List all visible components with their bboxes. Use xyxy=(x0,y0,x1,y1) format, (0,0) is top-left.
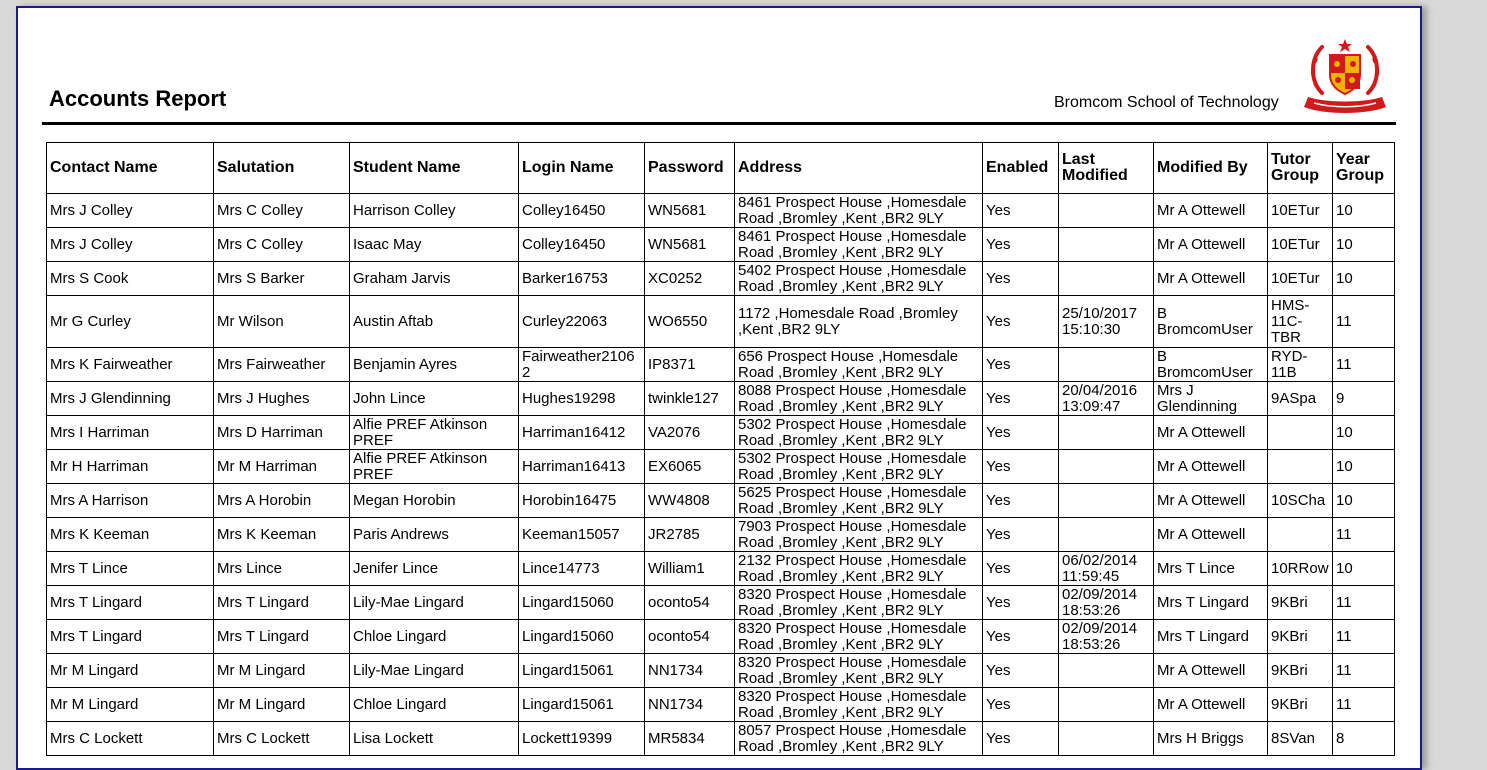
cell-tutor-group: 9KBri xyxy=(1268,688,1333,722)
cell-login-name: Lingard15060 xyxy=(519,620,645,654)
table-row xyxy=(47,194,1395,228)
cell-last-modified xyxy=(1059,722,1154,756)
cell-student-name: Austin Aftab xyxy=(350,296,519,348)
cell-last-modified xyxy=(1059,194,1154,228)
cell-contact-name: Mrs A Harrison xyxy=(47,484,214,518)
cell-salutation: Mrs T Lingard xyxy=(214,586,350,620)
cell-last-modified xyxy=(1059,348,1154,382)
cell-contact-name: Mrs J Colley xyxy=(47,228,214,262)
cell-login-name: Fairweather21062 xyxy=(519,348,645,382)
table-row xyxy=(47,348,1395,382)
cell-login-name: Colley16450 xyxy=(519,194,645,228)
cell-password: JR2785 xyxy=(645,518,735,552)
cell-password: XC0252 xyxy=(645,262,735,296)
cell-password: VA2076 xyxy=(645,416,735,450)
column-header-student-name: Student Name xyxy=(350,143,519,194)
table-row xyxy=(47,228,1395,262)
cell-enabled: Yes xyxy=(983,688,1059,722)
cell-address: 2132 Prospect House ,Homesdale Road ,Bromley ,Kent ,BR2 9LY xyxy=(735,552,983,586)
cell-student-name: Jenifer Lince xyxy=(350,552,519,586)
cell-tutor-group: 8SVan xyxy=(1268,722,1333,756)
cell-address: 8320 Prospect House ,Homesdale Road ,Bromley ,Kent ,BR2 9LY xyxy=(735,620,983,654)
cell-enabled: Yes xyxy=(983,518,1059,552)
cell-login-name: Lockett19399 xyxy=(519,722,645,756)
column-header-password: Password xyxy=(645,143,735,194)
cell-modified-by: Mr A Ottewell xyxy=(1154,416,1268,450)
cell-modified-by: Mr A Ottewell xyxy=(1154,688,1268,722)
cell-year-group: 9 xyxy=(1333,382,1395,416)
cell-address: 5302 Prospect House ,Homesdale Road ,Bromley ,Kent ,BR2 9LY xyxy=(735,416,983,450)
cell-student-name: Isaac May xyxy=(350,228,519,262)
cell-modified-by: Mrs H Briggs xyxy=(1154,722,1268,756)
cell-enabled: Yes xyxy=(983,382,1059,416)
cell-salutation: Mr M Lingard xyxy=(214,688,350,722)
cell-year-group: 11 xyxy=(1333,348,1395,382)
cell-contact-name: Mrs T Lingard xyxy=(47,620,214,654)
cell-tutor-group xyxy=(1268,518,1333,552)
cell-login-name: Colley16450 xyxy=(519,228,645,262)
cell-student-name: Megan Horobin xyxy=(350,484,519,518)
column-header-address: Address xyxy=(735,143,983,194)
cell-enabled: Yes xyxy=(983,348,1059,382)
cell-enabled: Yes xyxy=(983,722,1059,756)
cell-address: 5402 Prospect House ,Homesdale Road ,Bromley ,Kent ,BR2 9LY xyxy=(735,262,983,296)
cell-contact-name: Mrs I Harriman xyxy=(47,416,214,450)
cell-student-name: Harrison Colley xyxy=(350,194,519,228)
cell-last-modified: 25/10/2017 15:10:30 xyxy=(1059,296,1154,348)
table-row xyxy=(47,586,1395,620)
cell-last-modified xyxy=(1059,484,1154,518)
cell-salutation: Mrs C Colley xyxy=(214,228,350,262)
cell-salutation: Mr M Harriman xyxy=(214,450,350,484)
table-row xyxy=(47,296,1395,348)
cell-modified-by: Mr A Ottewell xyxy=(1154,518,1268,552)
cell-tutor-group xyxy=(1268,450,1333,484)
cell-contact-name: Mrs T Lince xyxy=(47,552,214,586)
cell-password: IP8371 xyxy=(645,348,735,382)
cell-login-name: Harriman16412 xyxy=(519,416,645,450)
cell-enabled: Yes xyxy=(983,620,1059,654)
cell-modified-by: Mrs T Lince xyxy=(1154,552,1268,586)
column-header-salutation: Salutation xyxy=(214,143,350,194)
cell-contact-name: Mrs C Lockett xyxy=(47,722,214,756)
cell-modified-by: B BromcomUser xyxy=(1154,296,1268,348)
cell-salutation: Mrs Fairweather xyxy=(214,348,350,382)
cell-salutation: Mrs K Keeman xyxy=(214,518,350,552)
cell-student-name: Chloe Lingard xyxy=(350,620,519,654)
cell-last-modified xyxy=(1059,450,1154,484)
cell-address: 7903 Prospect House ,Homesdale Road ,Bromley ,Kent ,BR2 9LY xyxy=(735,518,983,552)
table-row xyxy=(47,382,1395,416)
cell-contact-name: Mr G Curley xyxy=(47,296,214,348)
cell-login-name: Lingard15061 xyxy=(519,654,645,688)
column-header-contact-name: Contact Name xyxy=(47,143,214,194)
cell-student-name: Alfie PREF Atkinson PREF xyxy=(350,416,519,450)
cell-tutor-group: HMS-11C-TBR xyxy=(1268,296,1333,348)
cell-login-name: Lingard15060 xyxy=(519,586,645,620)
cell-enabled: Yes xyxy=(983,586,1059,620)
cell-password: oconto54 xyxy=(645,586,735,620)
cell-tutor-group: 9KBri xyxy=(1268,586,1333,620)
cell-contact-name: Mrs K Fairweather xyxy=(47,348,214,382)
cell-last-modified xyxy=(1059,688,1154,722)
cell-password: EX6065 xyxy=(645,450,735,484)
cell-year-group: 8 xyxy=(1333,722,1395,756)
column-header-modified-by: Modified By xyxy=(1154,143,1268,194)
cell-salutation: Mr M Lingard xyxy=(214,654,350,688)
cell-enabled: Yes xyxy=(983,296,1059,348)
cell-salutation: Mrs D Harriman xyxy=(214,416,350,450)
cell-modified-by: Mr A Ottewell xyxy=(1154,484,1268,518)
table-header-row xyxy=(47,143,1395,194)
cell-modified-by: Mrs T Lingard xyxy=(1154,620,1268,654)
cell-password: WN5681 xyxy=(645,194,735,228)
cell-modified-by: Mr A Ottewell xyxy=(1154,194,1268,228)
table-row xyxy=(47,722,1395,756)
cell-enabled: Yes xyxy=(983,416,1059,450)
table-row xyxy=(47,654,1395,688)
cell-last-modified xyxy=(1059,228,1154,262)
cell-tutor-group: 10ETur xyxy=(1268,194,1333,228)
cell-year-group: 10 xyxy=(1333,450,1395,484)
cell-year-group: 10 xyxy=(1333,484,1395,518)
cell-address: 8088 Prospect House ,Homesdale Road ,Bromley ,Kent ,BR2 9LY xyxy=(735,382,983,416)
cell-modified-by: Mr A Ottewell xyxy=(1154,450,1268,484)
cell-password: NN1734 xyxy=(645,688,735,722)
cell-salutation: Mr Wilson xyxy=(214,296,350,348)
column-header-tutor-group: Tutor Group xyxy=(1268,143,1333,194)
column-header-year-group: Year Group xyxy=(1333,143,1395,194)
cell-last-modified xyxy=(1059,416,1154,450)
cell-year-group: 11 xyxy=(1333,654,1395,688)
cell-enabled: Yes xyxy=(983,654,1059,688)
cell-password: William1 xyxy=(645,552,735,586)
cell-tutor-group: 10ETur xyxy=(1268,228,1333,262)
cell-password: WO6550 xyxy=(645,296,735,348)
cell-year-group: 11 xyxy=(1333,586,1395,620)
cell-student-name: Lily-Mae Lingard xyxy=(350,586,519,620)
cell-tutor-group: RYD-11B xyxy=(1268,348,1333,382)
cell-last-modified xyxy=(1059,262,1154,296)
cell-enabled: Yes xyxy=(983,484,1059,518)
school-crest-icon xyxy=(1302,31,1388,117)
cell-year-group: 10 xyxy=(1333,228,1395,262)
cell-contact-name: Mr H Harriman xyxy=(47,450,214,484)
cell-contact-name: Mr M Lingard xyxy=(47,688,214,722)
cell-address: 8461 Prospect House ,Homesdale Road ,Bromley ,Kent ,BR2 9LY xyxy=(735,228,983,262)
cell-student-name: Benjamin Ayres xyxy=(350,348,519,382)
cell-modified-by: Mrs J Glendinning xyxy=(1154,382,1268,416)
cell-salutation: Mrs T Lingard xyxy=(214,620,350,654)
cell-student-name: Paris Andrews xyxy=(350,518,519,552)
cell-login-name: Harriman16413 xyxy=(519,450,645,484)
cell-last-modified xyxy=(1059,518,1154,552)
cell-enabled: Yes xyxy=(983,552,1059,586)
cell-login-name: Hughes19298 xyxy=(519,382,645,416)
cell-password: WW4808 xyxy=(645,484,735,518)
cell-modified-by: Mr A Ottewell xyxy=(1154,228,1268,262)
cell-contact-name: Mrs K Keeman xyxy=(47,518,214,552)
cell-tutor-group: 10RRow xyxy=(1268,552,1333,586)
column-header-enabled: Enabled xyxy=(983,143,1059,194)
cell-login-name: Curley22063 xyxy=(519,296,645,348)
column-header-last-modified: Last Modified xyxy=(1059,143,1154,194)
cell-salutation: Mrs S Barker xyxy=(214,262,350,296)
cell-enabled: Yes xyxy=(983,262,1059,296)
cell-enabled: Yes xyxy=(983,194,1059,228)
cell-student-name: Alfie PREF Atkinson PREF xyxy=(350,450,519,484)
cell-login-name: Horobin16475 xyxy=(519,484,645,518)
cell-last-modified: 02/09/2014 18:53:26 xyxy=(1059,586,1154,620)
cell-address: 8320 Prospect House ,Homesdale Road ,Bromley ,Kent ,BR2 9LY xyxy=(735,688,983,722)
table-row xyxy=(47,450,1395,484)
cell-tutor-group: 9KBri xyxy=(1268,654,1333,688)
cell-salutation: Mrs C Colley xyxy=(214,194,350,228)
cell-address: 5625 Prospect House ,Homesdale Road ,Bromley ,Kent ,BR2 9LY xyxy=(735,484,983,518)
cell-student-name: Lily-Mae Lingard xyxy=(350,654,519,688)
cell-address: 8320 Prospect House ,Homesdale Road ,Bromley ,Kent ,BR2 9LY xyxy=(735,586,983,620)
cell-contact-name: Mrs J Colley xyxy=(47,194,214,228)
cell-login-name: Keeman15057 xyxy=(519,518,645,552)
table-row xyxy=(47,620,1395,654)
cell-modified-by: B BromcomUser xyxy=(1154,348,1268,382)
cell-student-name: Chloe Lingard xyxy=(350,688,519,722)
table-row xyxy=(47,416,1395,450)
cell-tutor-group: 9ASpa xyxy=(1268,382,1333,416)
cell-tutor-group: 9KBri xyxy=(1268,620,1333,654)
table-row xyxy=(47,552,1395,586)
cell-year-group: 11 xyxy=(1333,688,1395,722)
cell-year-group: 10 xyxy=(1333,552,1395,586)
header-rule xyxy=(42,122,1396,125)
cell-last-modified xyxy=(1059,654,1154,688)
cell-password: WN5681 xyxy=(645,228,735,262)
cell-tutor-group: 10SCha xyxy=(1268,484,1333,518)
cell-student-name: John Lince xyxy=(350,382,519,416)
cell-student-name: Lisa Lockett xyxy=(350,722,519,756)
cell-tutor-group xyxy=(1268,416,1333,450)
table-row xyxy=(47,688,1395,722)
cell-login-name: Barker16753 xyxy=(519,262,645,296)
cell-year-group: 10 xyxy=(1333,416,1395,450)
cell-address: 5302 Prospect House ,Homesdale Road ,Bromley ,Kent ,BR2 9LY xyxy=(735,450,983,484)
cell-enabled: Yes xyxy=(983,450,1059,484)
cell-modified-by: Mrs T Lingard xyxy=(1154,586,1268,620)
cell-year-group: 11 xyxy=(1333,518,1395,552)
cell-salutation: Mrs C Lockett xyxy=(214,722,350,756)
cell-student-name: Graham Jarvis xyxy=(350,262,519,296)
table-row xyxy=(47,484,1395,518)
cell-year-group: 11 xyxy=(1333,296,1395,348)
cell-tutor-group: 10ETur xyxy=(1268,262,1333,296)
cell-password: MR5834 xyxy=(645,722,735,756)
table-row xyxy=(47,518,1395,552)
cell-login-name: Lingard15061 xyxy=(519,688,645,722)
cell-last-modified: 02/09/2014 18:53:26 xyxy=(1059,620,1154,654)
cell-login-name: Lince14773 xyxy=(519,552,645,586)
table-row xyxy=(47,262,1395,296)
cell-salutation: Mrs Lince xyxy=(214,552,350,586)
table-body xyxy=(47,194,1395,756)
cell-contact-name: Mr M Lingard xyxy=(47,654,214,688)
cell-modified-by: Mr A Ottewell xyxy=(1154,262,1268,296)
cell-password: twinkle127 xyxy=(645,382,735,416)
report-title: Accounts Report xyxy=(49,86,227,111)
cell-contact-name: Mrs J Glendinning xyxy=(47,382,214,416)
cell-contact-name: Mrs S Cook xyxy=(47,262,214,296)
cell-last-modified: 20/04/2016 13:09:47 xyxy=(1059,382,1154,416)
accounts-table xyxy=(46,142,1395,756)
cell-modified-by: Mr A Ottewell xyxy=(1154,654,1268,688)
cell-password: oconto54 xyxy=(645,620,735,654)
cell-salutation: Mrs A Horobin xyxy=(214,484,350,518)
cell-address: 8461 Prospect House ,Homesdale Road ,Bromley ,Kent ,BR2 9LY xyxy=(735,194,983,228)
cell-contact-name: Mrs T Lingard xyxy=(47,586,214,620)
column-header-login-name: Login Name xyxy=(519,143,645,194)
cell-year-group: 11 xyxy=(1333,620,1395,654)
cell-year-group: 10 xyxy=(1333,194,1395,228)
cell-salutation: Mrs J Hughes xyxy=(214,382,350,416)
cell-address: 8320 Prospect House ,Homesdale Road ,Bromley ,Kent ,BR2 9LY xyxy=(735,654,983,688)
cell-address: 1172 ,Homesdale Road ,Bromley ,Kent ,BR2 9LY xyxy=(735,296,983,348)
cell-year-group: 10 xyxy=(1333,262,1395,296)
school-name: Bromcom School of Technology xyxy=(1054,94,1279,111)
report-page xyxy=(16,6,1422,770)
cell-last-modified: 06/02/2014 11:59:45 xyxy=(1059,552,1154,586)
cell-address: 656 Prospect House ,Homesdale Road ,Bromley ,Kent ,BR2 9LY xyxy=(735,348,983,382)
cell-password: NN1734 xyxy=(645,654,735,688)
cell-enabled: Yes xyxy=(983,228,1059,262)
cell-address: 8057 Prospect House ,Homesdale Road ,Bromley ,Kent ,BR2 9LY xyxy=(735,722,983,756)
